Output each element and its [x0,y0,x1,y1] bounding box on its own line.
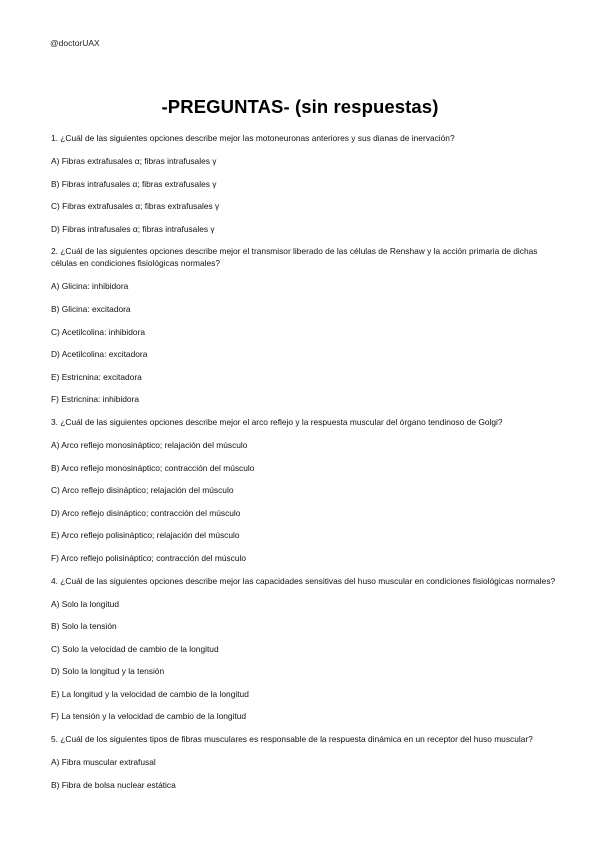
answer-option: A) Glicina: inhibidora [51,281,129,292]
answer-option: A) Fibras extrafusales α; fibras intrafusales γ [51,156,217,166]
answer-option: B) Fibra de bolsa nuclear estática [51,779,176,790]
answer-option: A) Solo la longitud [51,598,119,609]
question-text: 2. ¿Cuál de las siguientes opciones describe mejor el transmisor liberado de las células de Renshaw y la acción primaria de dichas células en condiciones fisiológicas normales? [51,246,538,269]
answer-option: E) La longitud y la velocidad de cambio de la longitud [51,688,249,699]
question-text: 1. ¿Cuál de las siguientes opciones describe mejor las motoneuronas anteriores y sus dianas de inervación? [51,133,455,143]
answer-option: E) Arco reflejo polisináptico; relajación del músculo [51,530,240,541]
answer-option: C) Arco reflejo disináptico; relajación del músculo [51,485,234,496]
answer-option: B) Arco reflejo monosináptico; contracción del músculo [51,462,255,473]
answer-option: D) Acetilcolina: excitadora [51,349,148,360]
answer-option: C) Solo la velocidad de cambio de la longitud [51,643,219,654]
answer-option: B) Glicina: excitadora [51,303,131,314]
answer-option: B) Fibras intrafusales α; fibras extrafusales γ [51,178,217,189]
answer-option: D) Fibras intrafusales α; fibras intrafusales γ [51,223,215,234]
question-text: 3. ¿Cuál de las siguientes opciones describe mejor el arco reflejo y la respuesta muscular del órgano tendinoso de Golgi? [51,416,503,427]
answer-option: E) Estricnina: excitadora [51,371,142,382]
page-title: -PREGUNTAS- (sin respuestas) [161,96,439,117]
answer-option: C) Acetilcolina: inhibidora [51,326,146,337]
question-list [51,132,556,801]
answer-option: F) Estricnina: inhibidora [51,394,139,405]
answer-option: D) Solo la longitud y la tensión [51,666,165,677]
answer-option: F) La tensión y la velocidad de cambio de la longitud [51,711,247,722]
answer-option: A) Arco reflejo monosináptico; relajación del músculo [51,439,248,450]
answer-option: A) Fibra muscular extrafusal [51,757,156,768]
answer-option: B) Solo la tensión [51,621,117,632]
author-handle: @doctorUAX [50,38,100,48]
question-text: 4. ¿Cuál de las siguientes opciones describe mejor las capacidades sensitivas del huso muscular en condiciones fisiológicas normales? [51,575,556,586]
answer-option: C) Fibras extrafusales α; fibras extrafusales γ [51,201,220,212]
answer-option: F) Arco reflejo polisináptico; contracción del músculo [51,552,247,563]
answer-option: D) Arco reflejo disináptico; contracción del músculo [51,507,241,518]
question-text: 5. ¿Cuál de los siguientes tipos de fibras musculares es responsable de la respuesta dinámica en un receptor del huso muscular? [51,734,533,745]
